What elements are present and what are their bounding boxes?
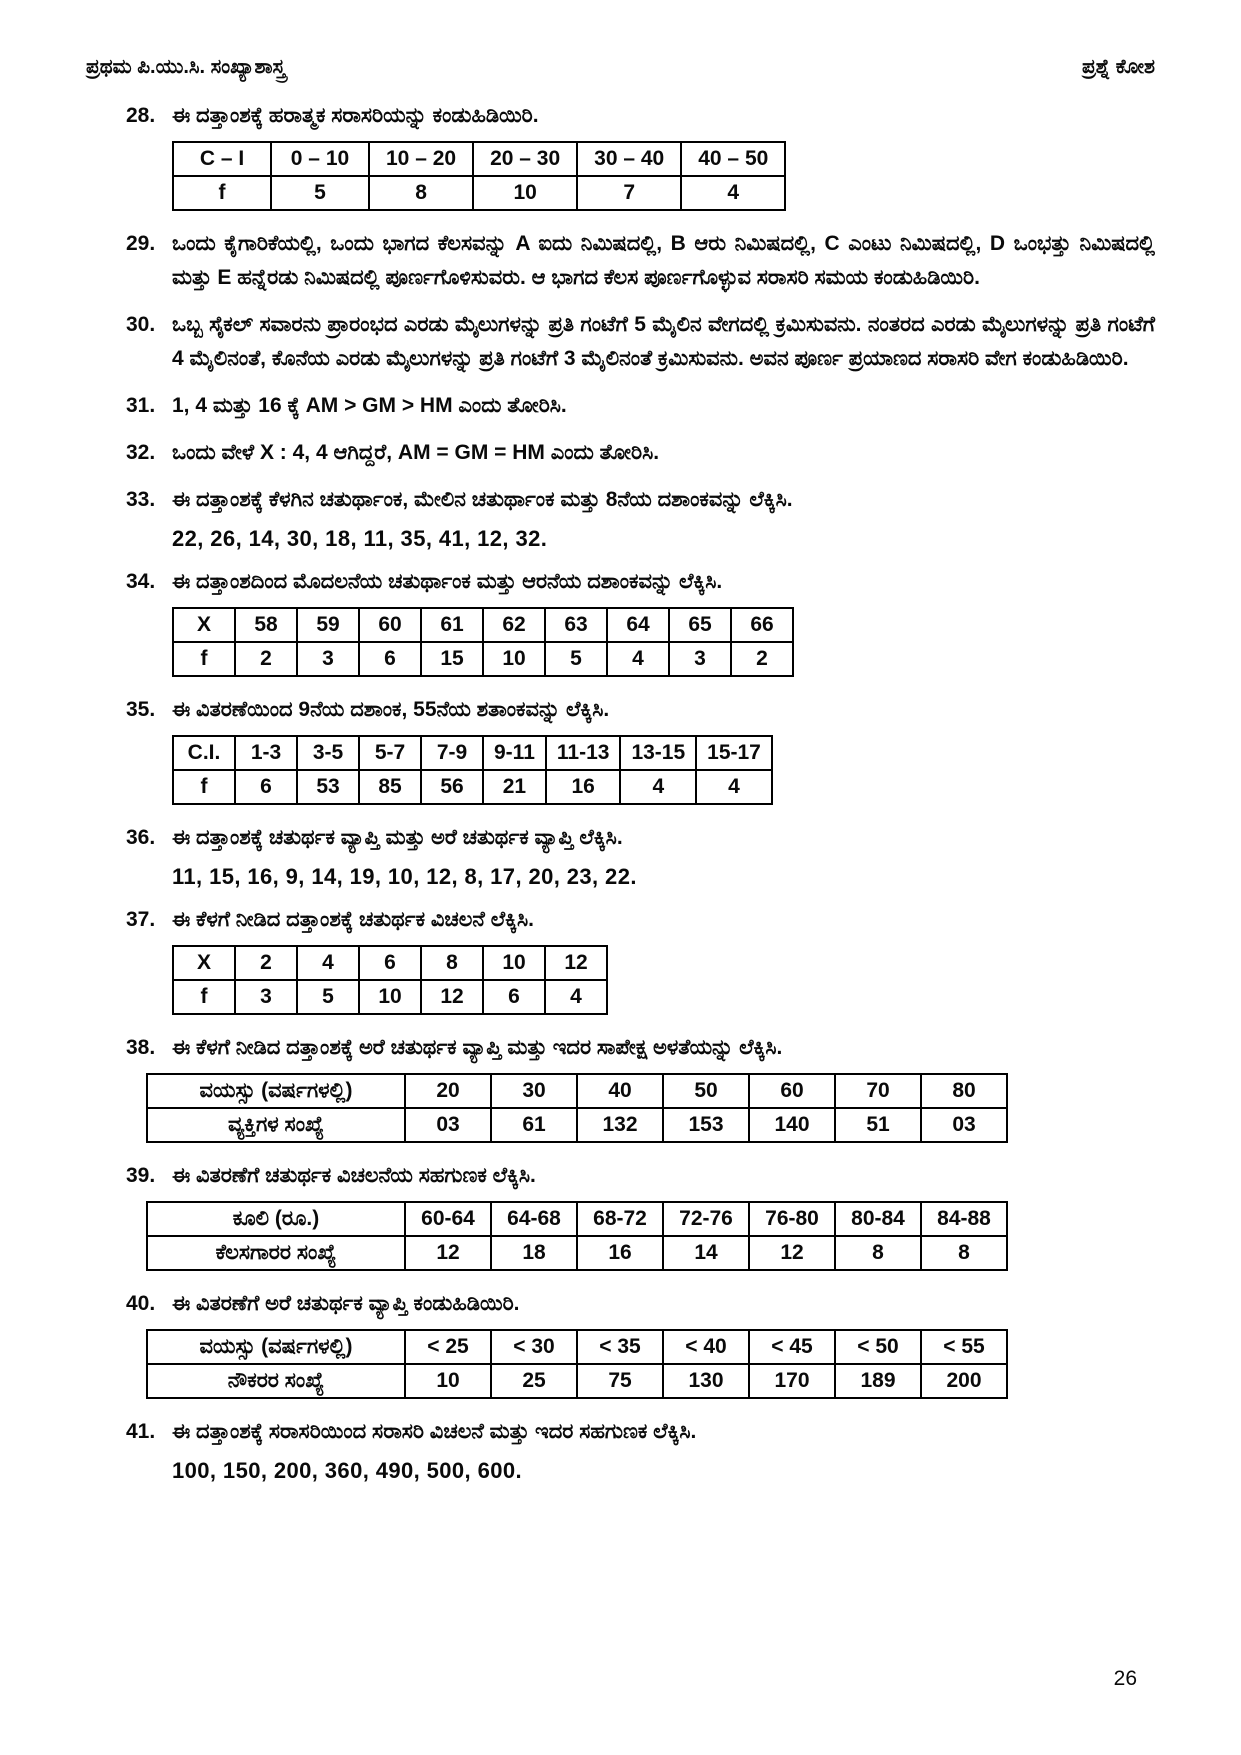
question-body xyxy=(172,821,1155,890)
question-text: ಈ ಕೆಳಗೆ ನೀಡಿದ ದತ್ತಾಂಶಕ್ಕೆ ಅರೆ ಚತುರ್ಥಕ ವ್ಯಾಪ್ತಿ ಮತ್ತು ಇದರ ಸಾಪೇಕ್ಷ ಅಳತೆಯನ್ನು ಲೆಕ್ಕಿಸಿ. xyxy=(172,1036,783,1060)
table-cell: 8 xyxy=(835,1236,921,1270)
page-header xyxy=(86,56,1155,79)
table-cell: 130 xyxy=(663,1364,749,1398)
table-cell: 50 xyxy=(663,1074,749,1108)
question-text: ಈ ಕೆಳಗೆ ನೀಡಿದ ದತ್ತಾಂಶಕ್ಕೆ ಚತುರ್ಥಕ ವಿಚಲನೆ ಲೆಕ್ಕಿಸಿ. xyxy=(172,908,534,932)
table-cell: 170 xyxy=(749,1364,835,1398)
question-body xyxy=(172,227,1155,295)
table-cell: 61 xyxy=(421,608,483,642)
table-cell: 4 xyxy=(681,176,785,210)
table-cell: 20 xyxy=(405,1074,491,1108)
question-item xyxy=(86,1031,1155,1146)
question-number: 37. xyxy=(126,908,156,932)
table-cell: 30 – 40 xyxy=(577,142,681,176)
table-cell: 8 xyxy=(421,946,483,980)
question-body xyxy=(172,389,1155,423)
question-number: 39. xyxy=(126,1164,156,1188)
table-cell: 6 xyxy=(483,980,545,1014)
question-text: ಈ ದತ್ತಾಂಶಕ್ಕೆ ಚತುರ್ಥಕ ವ್ಯಾಪ್ತಿ ಮತ್ತು ಅರೆ ಚತುರ್ಥಕ ವ್ಯಾಪ್ತಿ ಲೆಕ್ಕಿಸಿ. xyxy=(172,826,623,850)
table-cell: < 45 xyxy=(749,1330,835,1364)
table-cell: < 55 xyxy=(921,1330,1007,1364)
question-item xyxy=(86,436,1155,470)
table-cell: 10 – 20 xyxy=(369,142,473,176)
table-cell: 3-5 xyxy=(297,736,359,770)
question-item xyxy=(86,903,1155,1018)
question-item xyxy=(86,308,1155,376)
question-number: 33. xyxy=(126,488,156,512)
question-text: ಒಬ್ಬ ಸೈಕಲ್ ಸವಾರನು ಪ್ರಾರಂಭದ ಎರಡು ಮೈಲುಗಳನ್ನು ಪ್ರತಿ ಗಂಟೆಗೆ 5 ಮೈಲಿನ ವೇಗದಲ್ಲಿ ಕ್ರಮಿಸುವನು. ನಂತರದ ಎರಡು ಮೈಲುಗಳನ್ನು ಪ್ರತಿ ಗಂಟೆಗೆ 4 ಮೈಲಿನಂತೆ, ಕೊನೆಯ ಎರಡು ಮೈಲುಗಳನ್ನು ಪ್ರತಿ ಗಂಟೆಗೆ 3 ಮೈಲಿನಂತೆ ಕ್ರಮಿಸುವನು. ಅವನ ಪೂರ್ಣ ಪ್ರಯಾಣದ ಸರಾಸರಿ ವೇಗ ಕಂಡುಹಿಡಿಯಿರಿ. xyxy=(172,313,1155,371)
table-row xyxy=(173,176,785,210)
table-cell: 51 xyxy=(835,1108,921,1142)
table-cell: 16 xyxy=(577,1236,663,1270)
table-cell: 58 xyxy=(235,608,297,642)
question-table xyxy=(172,607,794,677)
table-cell: 15 xyxy=(421,642,483,676)
table-cell: 2 xyxy=(731,642,793,676)
table-cell: 63 xyxy=(545,608,607,642)
table-cell: 5-7 xyxy=(359,736,421,770)
table-cell: < 25 xyxy=(405,1330,491,1364)
question-text: ಈ ವಿತರಣೆಗೆ ಅರೆ ಚತುರ್ಥಕ ವ್ಯಾಪ್ತಿ ಕಂಡುಹಿಡಿಯಿರಿ. xyxy=(172,1292,520,1316)
table-cell: 7-9 xyxy=(421,736,483,770)
question-table xyxy=(172,945,608,1015)
question-number: 31. xyxy=(126,394,156,418)
table-cell: 13-15 xyxy=(620,736,696,770)
table-cell: 75 xyxy=(577,1364,663,1398)
question-text: ಈ ದತ್ತಾಂಶದಿಂದ ಮೊದಲನೆಯ ಚತುರ್ಥಾಂಕ ಮತ್ತು ಆರನೆಯ ದಶಾಂಕವನ್ನು ಲೆಕ್ಕಿಸಿ. xyxy=(172,570,723,594)
question-text: ಒಂದು ಕೈಗಾರಿಕೆಯಲ್ಲಿ, ಒಂದು ಭಾಗದ ಕೆಲಸವನ್ನು A ಐದು ನಿಮಿಷದಲ್ಲಿ, B ಆರು ನಿಮಿಷದಲ್ಲಿ, C ಎಂಟು ನಿಮಿಷದಲ್ಲಿ, D ಒಂಭತ್ತು ನಿಮಿಷದಲ್ಲಿ ಮತ್ತು E ಹನ್ನೆರಡು ನಿಮಿಷದಲ್ಲಿ ಪೂರ್ಣಗೊಳಿಸುವರು. ಆ ಭಾಗದ ಕೆಲಸ ಪೂರ್ಣಗೊಳ್ಳುವ ಸರಾಸರಿ ಸಮಯ ಕಂಡುಹಿಡಿಯಿರಿ. xyxy=(172,232,1155,290)
table-cell: 3 xyxy=(297,642,359,676)
question-table xyxy=(172,735,773,805)
table-cell: 60-64 xyxy=(405,1202,491,1236)
table-cell: 14 xyxy=(663,1236,749,1270)
table-row-label: ಕೂಲಿ (ರೂ.) xyxy=(147,1202,405,1236)
table-cell: 15-17 xyxy=(696,736,772,770)
table-cell: 200 xyxy=(921,1364,1007,1398)
table-row-label: f xyxy=(173,980,235,1014)
table-cell: 40 xyxy=(577,1074,663,1108)
question-body xyxy=(172,99,1155,214)
question-body xyxy=(172,1031,1155,1146)
question-text: ಈ ದತ್ತಾಂಶಕ್ಕೆ ಸರಾಸರಿಯಿಂದ ಸರಾಸರಿ ವಿಚಲನೆ ಮತ್ತು ಇದರ ಸಹಗುಣಕ ಲೆಕ್ಕಿಸಿ. xyxy=(172,1420,697,1444)
table-cell: 80-84 xyxy=(835,1202,921,1236)
table-cell: 2 xyxy=(235,946,297,980)
table-cell: 03 xyxy=(921,1108,1007,1142)
question-data-values: 11, 15, 16, 9, 14, 19, 10, 12, 8, 17, 20, 23, 22. xyxy=(172,864,637,890)
table-cell: < 50 xyxy=(835,1330,921,1364)
table-cell: 1-3 xyxy=(235,736,297,770)
question-number: 41. xyxy=(126,1420,156,1444)
table-cell: 4 xyxy=(620,770,696,804)
question-text: ಈ ದತ್ತಾಂಶಕ್ಕೆ ಕೆಳಗಿನ ಚತುರ್ಥಾಂಕ, ಮೇಲಿನ ಚತುರ್ಥಾಂಕ ಮತ್ತು 8ನೆಯ ದಶಾಂಕವನ್ನು ಲೆಕ್ಕಿಸಿ. xyxy=(172,488,793,512)
table-cell: 70 xyxy=(835,1074,921,1108)
question-text: ಒಂದು ವೇಳೆ X : 4, 4 ಆಗಿದ್ದರೆ, AM = GM = HM ಎಂದು ತೋರಿಸಿ. xyxy=(172,441,660,465)
question-table xyxy=(146,1329,1008,1399)
table-cell: 189 xyxy=(835,1364,921,1398)
table-row xyxy=(147,1236,1007,1270)
question-item xyxy=(86,693,1155,808)
table-cell: 85 xyxy=(359,770,421,804)
table-row-label: f xyxy=(173,176,271,210)
table-cell: 12 xyxy=(421,980,483,1014)
question-body xyxy=(172,1287,1155,1402)
table-cell: 3 xyxy=(669,642,731,676)
table-row-label: ವಯಸ್ಸು (ವರ್ಷಗಳಲ್ಲಿ) xyxy=(147,1074,405,1108)
table-cell: 12 xyxy=(405,1236,491,1270)
table-cell: 65 xyxy=(669,608,731,642)
question-number: 40. xyxy=(126,1292,156,1316)
table-cell: 20 – 30 xyxy=(473,142,577,176)
question-number: 35. xyxy=(126,698,156,722)
question-item xyxy=(86,565,1155,680)
table-cell: 76-80 xyxy=(749,1202,835,1236)
table-cell: 72-76 xyxy=(663,1202,749,1236)
table-cell: < 40 xyxy=(663,1330,749,1364)
question-number: 29. xyxy=(126,232,156,256)
table-cell: 40 – 50 xyxy=(681,142,785,176)
table-cell: 4 xyxy=(545,980,607,1014)
table-row-label: X xyxy=(173,608,235,642)
table-cell: 61 xyxy=(491,1108,577,1142)
question-item xyxy=(86,99,1155,214)
question-item xyxy=(86,821,1155,890)
table-cell: 64 xyxy=(607,608,669,642)
question-body xyxy=(172,903,1155,1018)
question-number: 36. xyxy=(126,826,156,850)
question-data-values: 22, 26, 14, 30, 18, 11, 35, 41, 12, 32. xyxy=(172,526,548,552)
table-cell: 18 xyxy=(491,1236,577,1270)
question-body xyxy=(172,436,1155,470)
question-data-values: 100, 150, 200, 360, 490, 500, 600. xyxy=(172,1458,523,1484)
table-row-label: f xyxy=(173,770,235,804)
table-row-label: ಕೆಲಸಗಾರರ ಸಂಖ್ಯೆ xyxy=(147,1236,405,1270)
table-row-label: f xyxy=(173,642,235,676)
table-cell: 12 xyxy=(749,1236,835,1270)
table-row-label: ವ್ಯಕ್ತಿಗಳ ಸಂಖ್ಯೆ xyxy=(147,1108,405,1142)
table-row-label: C.I. xyxy=(173,736,235,770)
table-cell: 10 xyxy=(359,980,421,1014)
table-cell: 3 xyxy=(235,980,297,1014)
table-cell: 59 xyxy=(297,608,359,642)
table-cell: 66 xyxy=(731,608,793,642)
question-number: 30. xyxy=(126,313,156,337)
page-number: 26 xyxy=(1113,1667,1137,1690)
table-cell: 25 xyxy=(491,1364,577,1398)
table-cell: 2 xyxy=(235,642,297,676)
table-cell: 56 xyxy=(421,770,483,804)
table-row xyxy=(173,608,793,642)
table-cell: 4 xyxy=(297,946,359,980)
table-cell: 5 xyxy=(297,980,359,1014)
table-row xyxy=(173,142,785,176)
table-cell: 16 xyxy=(546,770,621,804)
table-cell: 6 xyxy=(359,946,421,980)
question-text: ಈ ವಿತರಣೆಯಿಂದ 9ನೆಯ ದಶಾಂಕ, 55ನೆಯ ಶತಾಂಕವನ್ನು ಲೆಕ್ಕಿಸಿ. xyxy=(172,698,610,722)
table-cell: 10 xyxy=(483,642,545,676)
table-cell: 10 xyxy=(405,1364,491,1398)
table-cell: 12 xyxy=(545,946,607,980)
question-item xyxy=(86,389,1155,423)
table-row xyxy=(173,770,772,804)
table-cell: 8 xyxy=(369,176,473,210)
table-cell: 5 xyxy=(545,642,607,676)
question-number: 28. xyxy=(126,104,156,127)
table-cell: 10 xyxy=(473,176,577,210)
question-table xyxy=(146,1201,1008,1271)
table-cell: 11-13 xyxy=(546,736,621,770)
question-item xyxy=(86,1415,1155,1484)
question-body xyxy=(172,1415,1155,1484)
question-text: 1, 4 ಮತ್ತು 16 ಕ್ಕೆ AM > GM > HM ಎಂದು ತೋರಿಸಿ. xyxy=(172,394,567,418)
table-cell: 60 xyxy=(359,608,421,642)
question-list xyxy=(86,99,1155,1484)
table-cell: 68-72 xyxy=(577,1202,663,1236)
question-body xyxy=(172,483,1155,552)
question-body xyxy=(172,308,1155,376)
table-cell: 62 xyxy=(483,608,545,642)
table-cell: 03 xyxy=(405,1108,491,1142)
table-cell: 10 xyxy=(483,946,545,980)
table-cell: 4 xyxy=(607,642,669,676)
question-table xyxy=(146,1073,1008,1143)
table-row-label: C – I xyxy=(173,142,271,176)
table-cell: 6 xyxy=(235,770,297,804)
table-row xyxy=(173,946,607,980)
table-cell: 21 xyxy=(483,770,546,804)
table-row xyxy=(147,1074,1007,1108)
header-title-right: ಪ್ರಶ್ನೆ ಕೋಶ xyxy=(1082,56,1155,78)
question-item xyxy=(86,227,1155,295)
table-cell: 140 xyxy=(749,1108,835,1142)
table-row xyxy=(173,736,772,770)
question-number: 32. xyxy=(126,441,156,465)
question-table xyxy=(172,141,786,211)
question-number: 34. xyxy=(126,570,156,594)
table-row xyxy=(147,1364,1007,1398)
table-cell: 4 xyxy=(696,770,772,804)
table-row-label: X xyxy=(173,946,235,980)
table-row xyxy=(147,1202,1007,1236)
table-cell: 153 xyxy=(663,1108,749,1142)
table-cell: 132 xyxy=(577,1108,663,1142)
table-row xyxy=(147,1330,1007,1364)
table-cell: 60 xyxy=(749,1074,835,1108)
question-item xyxy=(86,483,1155,552)
table-cell: 30 xyxy=(491,1074,577,1108)
table-cell: 6 xyxy=(359,642,421,676)
table-cell: < 30 xyxy=(491,1330,577,1364)
table-cell: 7 xyxy=(577,176,681,210)
table-cell: 84-88 xyxy=(921,1202,1007,1236)
question-body xyxy=(172,565,1155,680)
question-body xyxy=(172,1159,1155,1274)
question-item xyxy=(86,1287,1155,1402)
table-cell: 64-68 xyxy=(491,1202,577,1236)
table-cell: 80 xyxy=(921,1074,1007,1108)
table-cell: 5 xyxy=(271,176,369,210)
table-row-label: ನೌಕರರ ಸಂಖ್ಯೆ xyxy=(147,1364,405,1398)
table-row xyxy=(173,642,793,676)
table-row xyxy=(173,980,607,1014)
table-cell: 9-11 xyxy=(483,736,546,770)
table-cell: 8 xyxy=(921,1236,1007,1270)
table-cell: 0 – 10 xyxy=(271,142,369,176)
question-number: 38. xyxy=(126,1036,156,1060)
table-row-label: ವಯಸ್ಸು (ವರ್ಷಗಳಲ್ಲಿ) xyxy=(147,1330,405,1364)
question-text: ಈ ದತ್ತಾಂಶಕ್ಕೆ ಹರಾತ್ಮಕ ಸರಾಸರಿಯನ್ನು ಕಂಡುಹಿಡಿಯಿರಿ. xyxy=(172,104,539,127)
question-text: ಈ ವಿತರಣೆಗೆ ಚತುರ್ಥಕ ವಿಚಲನೆಯ ಸಹಗುಣಕ ಲೆಕ್ಕಿಸಿ. xyxy=(172,1164,536,1188)
table-row xyxy=(147,1108,1007,1142)
question-item xyxy=(86,1159,1155,1274)
header-title-left: ಪ್ರಥಮ ಪಿ.ಯು.ಸಿ. ಸಂಖ್ಯಾಶಾಸ್ತ್ರ xyxy=(86,56,286,78)
table-cell: 53 xyxy=(297,770,359,804)
question-body xyxy=(172,693,1155,808)
table-cell: < 35 xyxy=(577,1330,663,1364)
